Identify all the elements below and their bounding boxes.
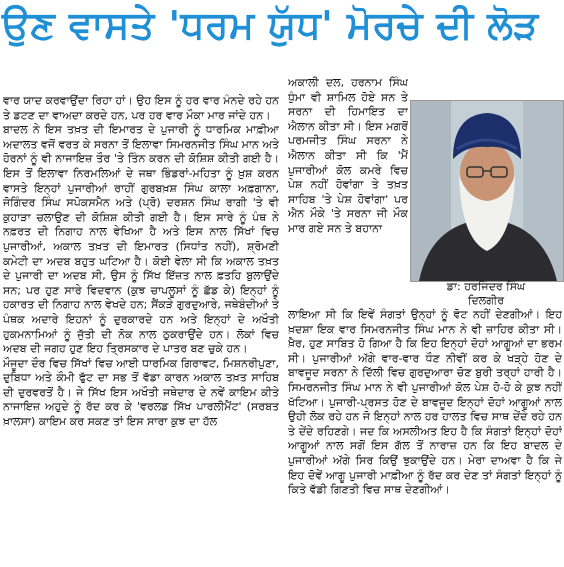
- caption-surname: ਦਿਲਗੀਰ: [467, 294, 505, 307]
- author-photo: [410, 100, 564, 282]
- article-column-right-top: [288, 76, 408, 308]
- paragraph: ਮੌਜੂਦਾ ਦੌਰ ਵਿਚ ਸਿੱਖਾਂ ਵਿਚ ਆਈ ਧਾਰਮਿਕ ਗਿਰਾਵਟ, ਮਿਸ਼ਨਰੀਪੁਣਾ, ਦੁਬਿਧਾ ਅਤੇ ਕੌਮੀ ਫੁੱਟ ਦਾ ਸਭ ਤੋਂ ਵੱਡਾ ਕਾਰਨ ਅਕਾਲ ਤਖ਼ਤ ਸਾਹਿਬ ਦੀ ਦੁਰਵਰਤੋਂ ਹੈ। ਜੇ ਸਿੱਖ ਇਸ ਅਖੌਤੀ ਜਥੇਦਾਰ ਦੇ ਨਵੇਂ ਕਾਇਮ ਕੀਤੇ ਨਾਜਾਇਜ਼ ਅਹੁਦੇ ਨੂੰ ਰੱਦ ਕਰ ਕੇ 'ਵਰਲਡ ਸਿੱਖ ਪਾਰਲੀਮੈਂਟ' (ਸਰਬਤ ਖ਼ਾਲਸਾ) ਕਾਇਮ ਕਰ ਸਕਣ ਤਾਂ ਇਸ ਸਾਰਾ ਕੁਝ ਦਾ ਹੱਲ: [3, 356, 279, 429]
- paragraph: ਅਕਾਲੀ ਦਲ, ਹਰਨਾਮ ਸਿੰਘ ਧੁੰਮਾ ਵੀ ਸ਼ਾਮਿਲ ਹੋਏ ਸਨ ਤੇ ਸਰਨਾ ਦੀ ਹਿਮਾਇਤ ਦਾ ਐਲਾਨ ਕੀਤਾ ਸੀ। ਇਸ ਮਗਰੋਂ ਪਰਮਜੀਤ ਸਿੰਘ ਸਰਨਾ ਨੇ ਐਲਾਨ ਕੀਤਾ ਸੀ ਕਿ 'ਮੈਂ ਪੁਜਾਰੀਆਂ ਕੋਲ ਕਮਰੇ ਵਿਚ ਪੇਸ਼ ਨਹੀਂ ਹੋਵਾਂਗਾ ਤੇ ਤਖ਼ਤ ਸਾਹਿਬ 'ਤੇ ਪੇਸ਼ ਹੋਵਾਂਗਾ' ਪਰ ਐਨ ਮੌਕੇ 'ਤੇ ਸਰਨਾ ਜੀ ਮੌਕ ਮਾਰ ਗਏ ਸਨ ਤੇ ਬਹਾਨਾ: [288, 76, 408, 235]
- paragraph: ਬਾਦਲ ਨੇ ਇਸ ਤਖ਼ਤ ਦੀ ਇਮਾਰਤ ਦੇ ਪੁਜਾਰੀ ਨੂੰ ਧਾਰਮਿਕ ਮਾਫ਼ੀਆ ਅਦਾਲਤ ਵਜੋਂ ਵਰਤ ਕੇ ਸਰਨਾ ਤੋਂ ਇਲਾਵਾ ਸਿਮਰਨਜੀਤ ਸਿੰਘ ਮਾਨ ਅਤੇ ਹੋਰਨਾਂ ਨੂੰ ਵੀ ਨਾਜਾਇਜ਼ ਤੌਰ 'ਤੇ ਤਿੰਨ ਕਰਨ ਦੀ ਕੋਸ਼ਿਸ਼ ਕੀਤੀ ਗਈ ਹੈ। ਇਸ ਤੋਂ ਇਲਾਵਾ ਨਿਰਮਲਿਆਂ ਦੇ ਜਥਾ ਭਿੰਡਰਾਂ-ਮਹਿਤਾ ਨੂੰ ਖ਼ੁਸ਼ ਕਰਨ ਵਾਸਤੇ ਇਨ੍ਹਾਂ ਪੁਜਾਰੀਆਂ ਰਾਹੀਂ ਗੁਰਬਖ਼ਸ਼ ਸਿੰਘ ਕਾਲਾ ਅਫ਼ਗਾਨਾ, ਜੋਗਿੰਦਰ ਸਿੰਘ ਸਪੋਕਸਮੈਨ ਅਤੇ (ਪ੍ਰੋ) ਦਰਸ਼ਨ ਸਿੰਘ ਰਾਗੀ 'ਤੇ ਵੀ ਕੁਹਾੜਾ ਚਲਾਉਣ ਦੀ ਕੋਸ਼ਿਸ਼ ਕੀਤੀ ਗਈ ਹੈ। ਇਸ ਸਾਰੇ ਨੂੰ ਪੰਥ ਨੇ ਨਫ਼ਰਤ ਦੀ ਨਿਗਾਹ ਨਾਲ ਵੇਖਿਆ ਹੈ ਅਤੇ ਇਸ ਨਾਲ ਸਿੱਖਾਂ ਵਿਚ ਪੁਜਾਰੀਆਂ, ਅਕਾਲ ਤਖ਼ਤ ਦੀ ਇਮਾਰਤ (ਸਿਧਾਂਤ ਨਹੀਂ), ਸ਼੍ਰੋਮਣੀ ਕਮੇਟੀ ਦਾ ਅਦਬ ਬਹੁਤ ਘਟਿਆ ਹੈ। ਕੋਈ ਵੇਲਾ ਸੀ ਕਿ ਅਕਾਲ ਤਖ਼ਤ ਦੇ ਪੁਜਾਰੀ ਦਾ ਅਦਬ ਸੀ, ਉਸ ਨੂੰ ਸਿੱਖ ਇੱਜ਼ਤ ਨਾਲ ਫ਼ਤਹਿ ਬੁਲਾਉਂਦੇ ਸਨ; ਪਰ ਹੁਣ ਸਾਰੇ ਵਿਦਵਾਨ (ਕੁਝ ਚਾਪਲੂਸਾਂ ਨੂੰ ਛੱਡ ਕੇ) ਇਨ੍ਹਾਂ ਨੂੰ ਹਕਾਰਤ ਦੀ ਨਿਗਾਹ ਨਾਲ ਵੇਖਦੇ ਹਨ; ਸੈਂਕੜੇ ਗੁਰਦੁਆਰੇ, ਜਥੇਬੰਦੀਆਂ ਤੇ ਪੰਥਕ ਅਦਾਰੇ ਇਹਨਾਂ ਨੂੰ ਦੁਰਕਾਰਦੇ ਹਨ ਅਤੇ ਇਨ੍ਹਾਂ ਦੇ ਅਖੌਤੀ ਹੁਕਮਨਾਮਿਆਂ ਨੂੰ ਜੁੱਤੀ ਦੀ ਨੋਕ ਨਾਲ ਠੁਕਰਾਉਂਦੇ ਹਨ। ਲੋਕਾਂ ਵਿਚ ਅਦਬ ਦੀ ਜਗਹ ਹੁਣ ਇਹ ਤ੍ਰਿਸਕਾਰ ਦੇ ਪਾਤਰ ਬਣ ਚੁਕੇ ਹਨ।: [3, 123, 279, 356]
- article-column-right-bottom: [288, 308, 562, 567]
- paragraph: ਵਾਰ ਯਾਦ ਕਰਵਾਉਂਦਾ ਰਿਹਾ ਹਾਂ। ਉਹ ਇਸ ਨੂੰ ਹਰ ਵਾਰ ਮੰਨਦੇ ਰਹੇ ਹਨ ਤੇ ਡਟਣ ਦਾ ਵਾਅਦਾ ਕਰਦੇ ਹਨ, ਪਰ ਹਰ ਵਾਰ ਮੌਕਾ ਮਾਰ ਜਾਂਦੇ ਹਨ।: [3, 94, 279, 122]
- author-portrait-icon: [411, 101, 563, 281]
- paragraph: ਲਾਇਆ ਸੀ ਕਿ ਇਵੇਂ ਸੰਗਤਾਂ ਉਨ੍ਹਾਂ ਨੂੰ ਵੋਟ ਨਹੀਂ ਦੇਣਗੀਆਂ। ਇਹ ਖ਼ਦਸ਼ਾ ਇਕ ਵਾਰ ਸਿਮਰਨਜੀਤ ਸਿੰਘ ਮਾਨ ਨੇ ਵੀ ਜ਼ਾਹਿਰ ਕੀਤਾ ਸੀ। ਖ਼ੈਰ, ਹੁਣ ਸਾਬਿਤ ਹੋ ਗਿਆ ਹੈ ਕਿ ਇਹ ਇਨ੍ਹਾਂ ਦੋਹਾਂ ਆਗੂਆਂ ਦਾ ਭਰਮ ਸੀ। ਪੁਜਾਰੀਆਂ ਅੱਗੇ ਵਾਰ-ਵਾਰ ਧੌਣ ਨੀਵੀਂ ਕਰ ਕੇ ਖੜ੍ਹੇ ਹੋਣ ਦੇ ਬਾਵਜੂਦ ਸਰਨਾ ਨੇ ਦਿੱਲੀ ਵਿਚ ਗੁਰਦੁਆਰਾ ਚੋਣ ਬੁਰੀ ਤਰ੍ਹਾਂ ਹਾਰੀ ਹੈ। ਸਿਮਰਨਜੀਤ ਸਿੰਘ ਮਾਨ ਨੇ ਵੀ ਪੁਜਾਰੀਆਂ ਕੋਲ ਪੇਸ਼ ਹੋ-ਹੋ ਕੇ ਕੁਝ ਨਹੀਂ ਖੱਟਿਆ। ਪੁਜਾਰੀ-ਪ੍ਰਸਤ ਹੋਣ ਦੇ ਬਾਵਜੂਦ ਇਨ੍ਹਾਂ ਦੋਹਾਂ ਆਗੂਆਂ ਨਾਲ ਉਹੀ ਲੋਕ ਰਹੇ ਹਨ ਜੋ ਇਨ੍ਹਾਂ ਨਾਲ ਹਰ ਹਾਲਤ ਵਿਚ ਸਾਥ ਦੇਂਦੇ ਰਹੇ ਹਨ ਤੇ ਦੇਂਦੇ ਰਹਿਣਗੇ। ਜਦ ਕਿ ਅਸਲੀਅਤ ਇਹ ਹੈ ਕਿ ਸੰਗਤਾਂ ਇਨ੍ਹਾਂ ਦੋਹਾਂ ਆਗੂਆਂ ਨਾਲ ਸਗੋਂ ਇਸ ਗੱਲ ਤੋਂ ਨਾਰਾਜ਼ ਹਨ ਕਿ ਇਹ ਬਾਦਲ ਦੇ ਪੁਜਾਰੀਆਂ ਅੱਗੇ ਸਿਰ ਕਿਉਂ ਝੁਕਾਉਂਦੇ ਹਨ। ਮੇਰਾ ਦਾਅਵਾ ਹੈ ਕਿ ਜੇ ਇਹ ਦੋਵੇਂ ਆਗੂ ਪੁਜਾਰੀ ਮਾਫ਼ੀਆ ਨੂੰ ਰੱਦ ਕਰ ਦੇਣ ਤਾਂ ਸੰਗਤਾਂ ਇਨ੍ਹਾਂ ਨੂੰ ਕਿਤੇ ਵੱਡੀ ਗਿਣਤੀ ਵਿਚ ਸਾਥ ਦੇਣਗੀਆਂ।: [288, 308, 562, 497]
- caption-name: ਡਾ: ਹਰਜਿੰਦਰ ਸਿੰਘ: [446, 280, 526, 293]
- article-column-left: [3, 94, 279, 567]
- headline: ਉਣ ਵਾਸਤੇ 'ਧਰਮ ਯੁੱਧ' ਮੋਰਚੇ ਦੀ ਲੋੜ: [2, 3, 539, 47]
